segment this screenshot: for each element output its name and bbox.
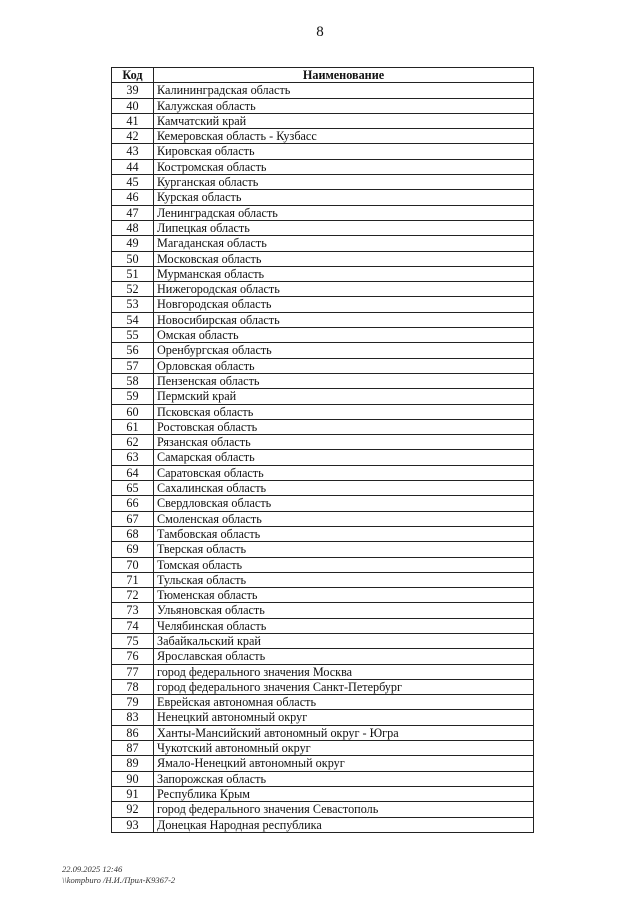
row-name: Тюменская область: [154, 588, 534, 603]
row-code: 39: [112, 83, 154, 98]
row-code: 78: [112, 679, 154, 694]
row-name: Свердловская область: [154, 496, 534, 511]
row-name: Забайкальский край: [154, 633, 534, 648]
row-code: 58: [112, 373, 154, 388]
row-name: Новгородская область: [154, 297, 534, 312]
table-row: [112, 572, 534, 587]
table-row: [112, 404, 534, 419]
row-code: 46: [112, 190, 154, 205]
row-code: 50: [112, 251, 154, 266]
table-row: [112, 220, 534, 235]
row-name: Псковская область: [154, 404, 534, 419]
row-name: Донецкая Народная республика: [154, 817, 534, 832]
table-row: [112, 481, 534, 496]
table-row: [112, 618, 534, 633]
table-row: [112, 526, 534, 541]
row-name: Ростовская область: [154, 419, 534, 434]
row-name: Рязанская область: [154, 435, 534, 450]
table-row: [112, 83, 534, 98]
table-row: [112, 373, 534, 388]
table-row: [112, 236, 534, 251]
row-code: 43: [112, 144, 154, 159]
row-code: 45: [112, 175, 154, 190]
table-row: [112, 664, 534, 679]
row-code: 93: [112, 817, 154, 832]
row-code: 61: [112, 419, 154, 434]
row-name: Кировская область: [154, 144, 534, 159]
table-row: [112, 98, 534, 113]
row-code: 55: [112, 328, 154, 343]
row-name: Курская область: [154, 190, 534, 205]
row-code: 92: [112, 802, 154, 817]
row-name: Костромская область: [154, 159, 534, 174]
table-row: [112, 786, 534, 801]
row-code: 42: [112, 129, 154, 144]
row-name: Мурманская область: [154, 266, 534, 281]
row-code: 59: [112, 389, 154, 404]
table-row: [112, 465, 534, 480]
row-code: 87: [112, 741, 154, 756]
row-name: Магаданская область: [154, 236, 534, 251]
table-row: [112, 343, 534, 358]
row-code: 79: [112, 695, 154, 710]
row-name: Калужская область: [154, 98, 534, 113]
row-name: Липецкая область: [154, 220, 534, 235]
table-row: [112, 312, 534, 327]
row-name: Кемеровская область - Кузбасс: [154, 129, 534, 144]
table-row: [112, 389, 534, 404]
table-row: [112, 710, 534, 725]
row-name: Тверская область: [154, 542, 534, 557]
row-code: 52: [112, 282, 154, 297]
row-name: Томская область: [154, 557, 534, 572]
table-row: [112, 358, 534, 373]
row-code: 62: [112, 435, 154, 450]
row-code: 51: [112, 266, 154, 281]
row-name: Орловская область: [154, 358, 534, 373]
row-code: 49: [112, 236, 154, 251]
row-name: Новосибирская область: [154, 312, 534, 327]
table-row: [112, 496, 534, 511]
row-name: Ненецкий автономный округ: [154, 710, 534, 725]
row-code: 68: [112, 526, 154, 541]
table-row: [112, 695, 534, 710]
table-row: [112, 190, 534, 205]
row-name: Ленинградская область: [154, 205, 534, 220]
row-code: 57: [112, 358, 154, 373]
table-row: [112, 450, 534, 465]
row-code: 73: [112, 603, 154, 618]
table-row: [112, 756, 534, 771]
table-row: [112, 282, 534, 297]
row-code: 40: [112, 98, 154, 113]
row-name: город федерального значения Москва: [154, 664, 534, 679]
row-name: Московская область: [154, 251, 534, 266]
table-row: [112, 419, 534, 434]
row-code: 47: [112, 205, 154, 220]
table-row: [112, 113, 534, 128]
row-name: Запорожская область: [154, 771, 534, 786]
region-codes-table: [111, 67, 534, 833]
row-name: Пензенская область: [154, 373, 534, 388]
table-header-row: [112, 68, 534, 83]
table-row: [112, 175, 534, 190]
row-code: 65: [112, 481, 154, 496]
row-name: Тульская область: [154, 572, 534, 587]
table-row: [112, 802, 534, 817]
row-code: 44: [112, 159, 154, 174]
row-code: 86: [112, 725, 154, 740]
table-row: [112, 588, 534, 603]
row-code: 41: [112, 113, 154, 128]
table-row: [112, 679, 534, 694]
table-row: [112, 557, 534, 572]
table-row: [112, 205, 534, 220]
row-code: 53: [112, 297, 154, 312]
table-row: [112, 725, 534, 740]
row-code: 64: [112, 465, 154, 480]
table-row: [112, 771, 534, 786]
row-code: 74: [112, 618, 154, 633]
row-code: 90: [112, 771, 154, 786]
document-footer: [62, 864, 175, 886]
row-name: Саратовская область: [154, 465, 534, 480]
table-row: [112, 435, 534, 450]
row-name: Ярославская область: [154, 649, 534, 664]
table-body: [112, 83, 534, 833]
row-code: 75: [112, 633, 154, 648]
row-name: Камчатский край: [154, 113, 534, 128]
row-name: Республика Крым: [154, 786, 534, 801]
table-row: [112, 511, 534, 526]
table-row: [112, 297, 534, 312]
row-name: Калининградская область: [154, 83, 534, 98]
row-name: Курганская область: [154, 175, 534, 190]
row-name: Нижегородская область: [154, 282, 534, 297]
footer-file-path: \\kompburo /Н.И./Прил-К9367-2: [62, 875, 176, 885]
header-name: Наименование: [154, 68, 534, 83]
row-code: 76: [112, 649, 154, 664]
footer-timestamp: 22.09.2025 12:46: [62, 864, 123, 874]
row-code: 69: [112, 542, 154, 557]
row-name: Еврейская автономная область: [154, 695, 534, 710]
row-code: 71: [112, 572, 154, 587]
row-name: город федерального значения Санкт-Петербург: [154, 679, 534, 694]
row-code: 54: [112, 312, 154, 327]
row-name: Омская область: [154, 328, 534, 343]
table-row: [112, 251, 534, 266]
row-code: 89: [112, 756, 154, 771]
table-row: [112, 741, 534, 756]
row-code: 56: [112, 343, 154, 358]
header-code: Код: [112, 68, 154, 83]
table-row: [112, 817, 534, 832]
row-name: Ханты-Мансийский автономный округ - Югра: [154, 725, 534, 740]
table-row: [112, 159, 534, 174]
row-name: Челябинская область: [154, 618, 534, 633]
page-number: 8: [316, 24, 324, 40]
table-row: [112, 266, 534, 281]
table-row: [112, 542, 534, 557]
row-code: 48: [112, 220, 154, 235]
row-name: Ульяновская область: [154, 603, 534, 618]
row-name: Чукотский автономный округ: [154, 741, 534, 756]
row-name: Самарская область: [154, 450, 534, 465]
row-name: Пермский край: [154, 389, 534, 404]
row-code: 63: [112, 450, 154, 465]
table-row: [112, 328, 534, 343]
row-code: 77: [112, 664, 154, 679]
table-row: [112, 649, 534, 664]
row-code: 67: [112, 511, 154, 526]
row-code: 66: [112, 496, 154, 511]
row-name: Тамбовская область: [154, 526, 534, 541]
table-row: [112, 129, 534, 144]
row-code: 60: [112, 404, 154, 419]
row-name: Смоленская область: [154, 511, 534, 526]
row-name: Ямало-Ненецкий автономный округ: [154, 756, 534, 771]
table-row: [112, 603, 534, 618]
row-name: Оренбургская область: [154, 343, 534, 358]
row-name: Сахалинская область: [154, 481, 534, 496]
row-code: 91: [112, 786, 154, 801]
table-row: [112, 633, 534, 648]
table-row: [112, 144, 534, 159]
row-name: город федерального значения Севастополь: [154, 802, 534, 817]
row-code: 83: [112, 710, 154, 725]
row-code: 72: [112, 588, 154, 603]
row-code: 70: [112, 557, 154, 572]
